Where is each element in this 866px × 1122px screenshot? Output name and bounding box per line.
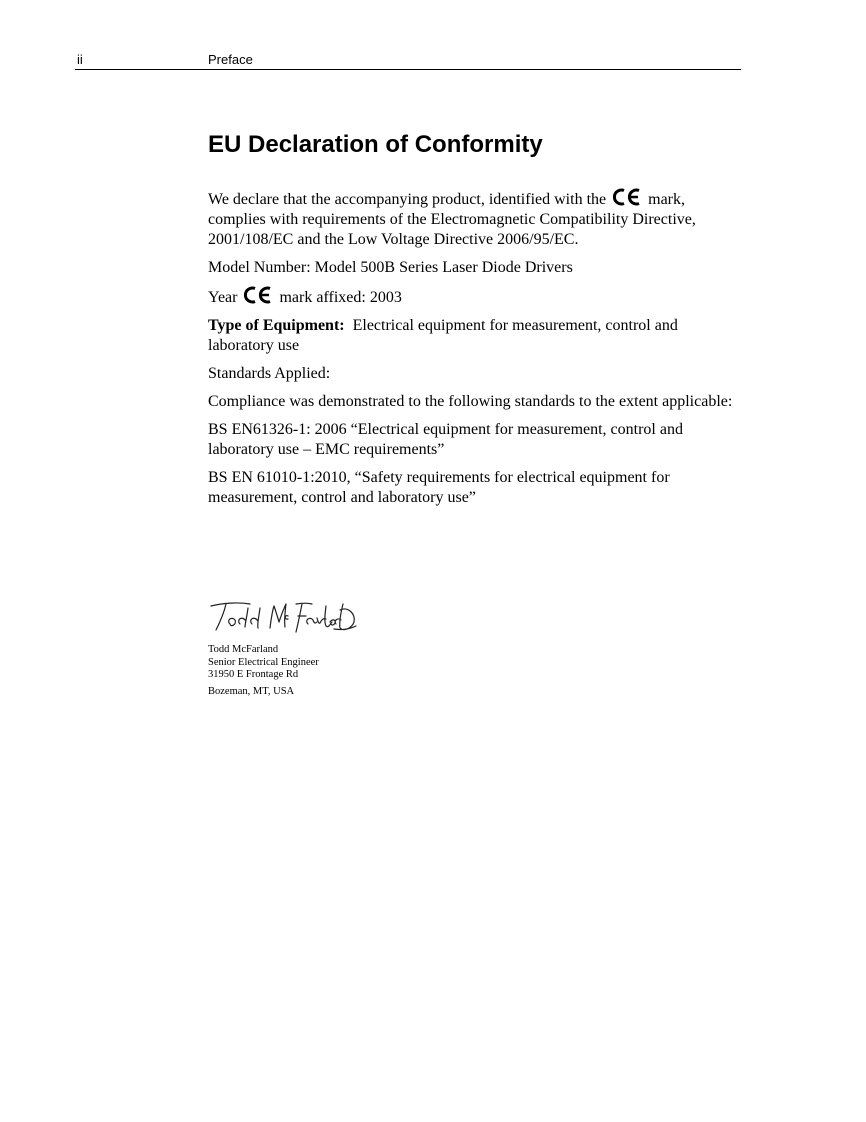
signatory-name: Todd McFarland	[208, 644, 279, 655]
signatory-city: Bozeman, MT, USA	[208, 685, 295, 697]
year-mark-text: mark affixed: 2003	[279, 289, 402, 306]
ce-mark-icon	[612, 188, 642, 206]
equipment-value: Electrical equipment for measurement, control and laboratory use	[208, 317, 678, 354]
declaration-text-end: mark, complies with requirements of the Electromagnetic Compatibility Directive, 2001/108/EC and the Low Voltage Directive 2006/95/EC.	[208, 191, 696, 248]
signatory-title: Senior Electrical Engineer	[208, 656, 319, 668]
signatory-block	[208, 644, 319, 698]
standard-emc: BS EN61326-1: 2006 “Electrical equipment for measurement, control and laboratory use – EMC requirements”	[208, 421, 683, 458]
section-title: Preface	[208, 52, 253, 67]
year-ce-mark	[208, 286, 743, 308]
equipment-label: Type of Equipment:	[208, 317, 345, 334]
declaration-statement	[208, 188, 743, 250]
declaration-text-start: We declare that the accompanying product, identified with the	[208, 191, 607, 208]
model-number: Model Number: Model 500B Series Laser Diode Drivers	[208, 259, 573, 276]
ce-mark-icon	[243, 286, 273, 304]
page-header	[75, 51, 741, 70]
compliance-statement: Compliance was demonstrated to the following standards to the extent applicable:	[208, 393, 733, 410]
signatory-address: 31950 E Frontage Rd	[208, 669, 299, 680]
page-title: EU Declaration of Conformity	[208, 131, 543, 158]
page-number: ii	[77, 52, 83, 67]
year-label: Year	[208, 289, 238, 306]
equipment-type	[208, 316, 743, 356]
declaration-body	[208, 128, 743, 516]
signature	[208, 598, 358, 641]
standards-applied: Standards Applied:	[208, 365, 331, 382]
standard-safety: BS EN 61010-1:2010, “Safety requirements for electrical equipment for measurement, control and laboratory use”	[208, 469, 670, 506]
